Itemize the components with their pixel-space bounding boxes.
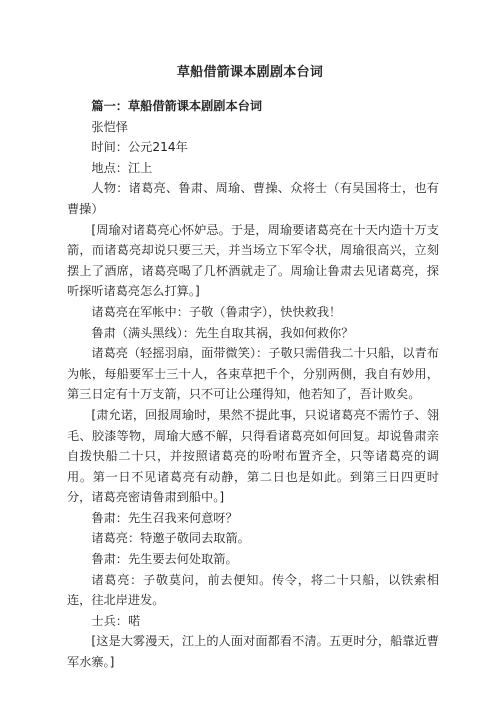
dialogue-line: 鲁肃：先生召我来何意呀？ xyxy=(91,510,238,525)
document-title: 草船借箭课本剧剧本台词 xyxy=(176,65,324,80)
stage-direction: [这是大雾漫天，江上的人面对面都看不清。五更时分，船靠近曹军水寨。] xyxy=(67,634,439,670)
dialogue-line: 鲁肃：先生要去何处取箭。 xyxy=(91,552,238,567)
place-line: 地点：江上 xyxy=(91,160,153,175)
characters-line: 人物：诸葛亮、鲁肃、周瑜、曹操、众将士（有吴国将士，也有曹操） xyxy=(67,181,439,216)
stage-direction: [周瑜对诸葛亮心怀妒忌。于是，周瑜要诸葛亮在十天内造十万支箭，而诸葛亮却说只要三天，并当场立下军令状，周瑜很高兴，立刻摆上了酒席，诸葛亮喝了几杯酒就走了。周瑜让鲁肃去见诸葛亮，探听探听诸葛亮怎么打算。] xyxy=(67,222,439,299)
stage-direction: [肃允诺，回报周瑜时，果然不提此事，只说诸葛亮不需竹子、翎毛、胶漆等物，周瑜大感不解，只得看诸葛亮如何回复。却说鲁肃亲自拨快船二十只，并按照诸葛亮的吩咐布置齐全，只等诸葛亮的调用。第一日不见诸葛亮有动静，第二日也是如此。到第三日四更时分，诸葛亮密请鲁肃到船中。] xyxy=(67,407,439,505)
document-body xyxy=(67,96,439,673)
dialogue-line: 诸葛亮：子敬莫问，前去便知。传令，将二十只船，以铁索相连，往北岸进发。 xyxy=(67,572,439,608)
author-line: 张恺怿 xyxy=(91,119,128,134)
time-line: 时间：公元214年 xyxy=(91,140,188,155)
dialogue-line: 诸葛亮（轻摇羽扇，面带微笑）：子敬只需借我二十只船，以青布为帐，每船要军士三十人，各束草把千个，分别两侧，我自有妙用，第三日定有十万支箭，只不可让公瑾得知，他若知了，吾计败矣。 xyxy=(67,346,439,402)
dialogue-line: 诸葛亮：特邀子敬同去取箭。 xyxy=(91,531,250,546)
dialogue-line: 鲁肃（满头黑线）：先生自取其祸，我如何救你？ xyxy=(91,325,354,340)
dialogue-line: 诸葛亮在军帐中：子敬（鲁肃字），快快救我！ xyxy=(91,304,342,319)
section-heading: 篇一：草船借箭课本剧剧本台词 xyxy=(91,99,263,113)
dialogue-line: 士兵：喏 xyxy=(91,613,141,628)
